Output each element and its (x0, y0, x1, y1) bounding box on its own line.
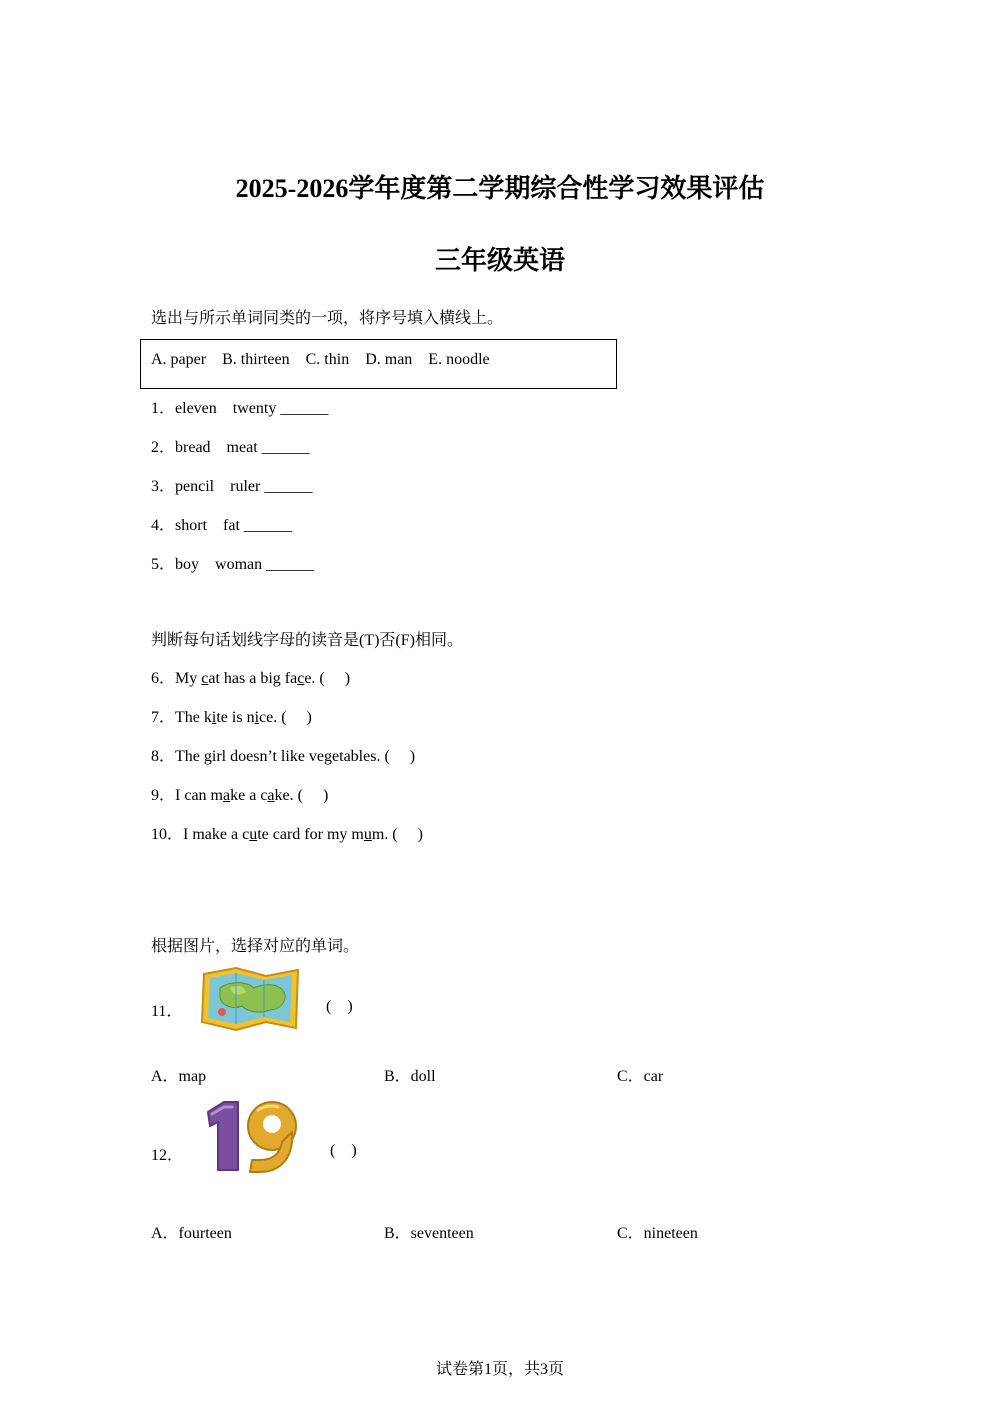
underlined-letter: g (324, 748, 333, 765)
answer-blank-12[interactable]: ( ) (330, 1142, 357, 1159)
section2-instruction: 判断每句话划线字母的读音是(T)否(F)相同。 (151, 632, 463, 649)
underlined-letter: a (267, 787, 275, 804)
option-a-12[interactable]: A．fourteen (151, 1225, 232, 1242)
question-number: 4． (151, 517, 176, 534)
question-4 (151, 512, 292, 535)
question-8: 8．The girl doesn’t like vegetables. ( ) (151, 748, 416, 765)
question-10: 10．I make a cute card for my mum. ( ) (151, 826, 423, 843)
question-number: 3． (151, 478, 176, 495)
section1-instruction: 选出与所示单词同类的一项，将序号填入横线上。 (151, 310, 504, 327)
answer-blank-11[interactable]: ( ) (326, 998, 353, 1015)
question-9: 9．I can make a cake. ( ) (151, 787, 329, 804)
question-6: 6．My cat has a big face. ( ) (151, 670, 351, 687)
underlined-letter: g (203, 748, 212, 765)
option-c-12[interactable]: C．nineteen (617, 1225, 698, 1242)
question-1 (151, 395, 328, 418)
question-number: 1． (151, 400, 176, 417)
question-text: short fat ______ (175, 517, 292, 534)
underlined-letter: u (249, 826, 258, 843)
underlined-letter: i (211, 709, 217, 726)
exam-subtitle: 三年级英语 (434, 246, 565, 275)
question-11-number: 11． (151, 1003, 183, 1020)
underlined-letter: c (297, 670, 305, 687)
question-text: boy woman ______ (175, 556, 315, 573)
page-footer: 试卷第1页，共3页 (435, 1361, 564, 1378)
question-7: 7．The kite is nice. ( ) (151, 709, 312, 726)
option-c-11[interactable]: C．car (617, 1068, 664, 1085)
underlined-letter: u (363, 826, 372, 843)
word-bank-text: A. paper B. thirteen C. thin D. man E. noodle (151, 351, 490, 368)
section3-instruction: 根据图片，选择对应的单词。 (151, 938, 360, 955)
underlined-letter: a (223, 787, 231, 804)
question-number: 2． (151, 439, 176, 456)
option-b-11[interactable]: B．doll (384, 1068, 436, 1085)
question-text: bread meat ______ (175, 439, 310, 456)
question-5 (151, 551, 314, 574)
underlined-letter: c (201, 670, 209, 687)
map-image (200, 966, 302, 1034)
question-number: 5． (151, 556, 176, 573)
question-3 (151, 473, 312, 496)
question-2 (151, 434, 310, 457)
option-b-12[interactable]: B．seventeen (384, 1225, 474, 1242)
question-text: eleven twenty ______ (175, 400, 329, 417)
question-text: pencil ruler ______ (175, 478, 313, 495)
exam-title: 2025-2026学年度第二学期综合性学习效果评估 (235, 174, 765, 203)
number-19-image (200, 1098, 306, 1176)
option-a-11[interactable]: A．map (151, 1068, 207, 1085)
underlined-letter: i (254, 709, 260, 726)
question-12-number: 12． (151, 1147, 184, 1164)
